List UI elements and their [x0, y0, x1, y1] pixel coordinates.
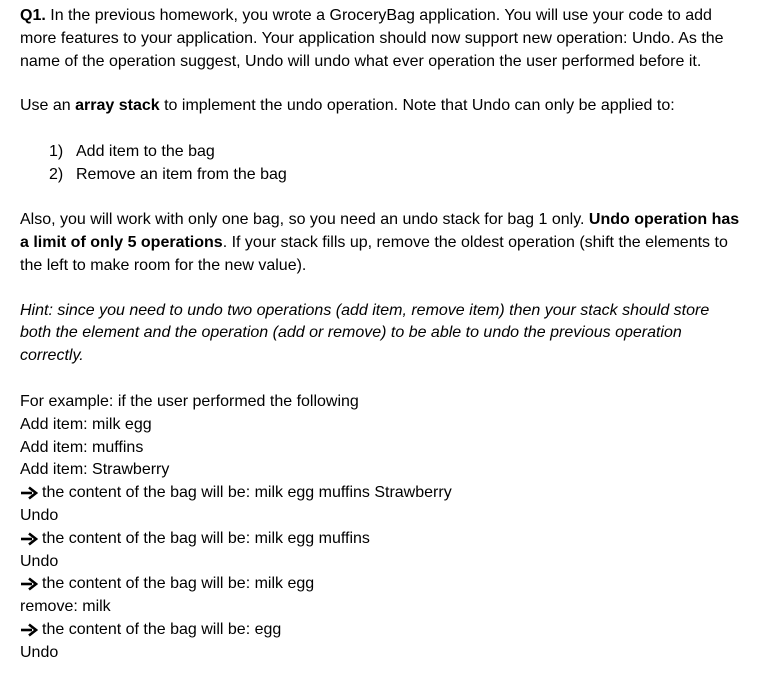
stack-text-post: to implement the undo operation. Note that Undo can only be applied to: [159, 97, 675, 115]
limit-paragraph [20, 209, 740, 277]
right-arrow-icon [20, 623, 42, 637]
hint-paragraph: Hint: since you need to undo two operations (add item, remove item) then your stack should store both the element and the operation (add or remove) to be able to undo the previous operation correctly. [20, 301, 710, 365]
limit-text-pre: Also, you will work with only one bag, so you need an undo stack for bag 1 only. [20, 211, 589, 229]
example-line: Undo [20, 506, 59, 524]
right-arrow-icon [20, 577, 42, 591]
example-line: Add item: muffins [20, 438, 144, 456]
list-text: Add item to the bag [76, 143, 215, 161]
example-result-text: the content of the bag will be: milk egg [42, 575, 315, 593]
limit-text-post: . If your stack fills up, remove the oldest operation (shift the elements to the left to make room for the new value). [20, 233, 728, 274]
question-label: Q1. [20, 7, 46, 24]
stack-text-pre: Use an [20, 97, 76, 115]
example-line: Undo [20, 552, 59, 570]
example-result-line [20, 573, 740, 596]
example-line: Add item: Strawberry [20, 461, 170, 479]
example-result-line [20, 619, 740, 642]
example-result-text: the content of the bag will be: egg [42, 620, 282, 638]
stack-paragraph [20, 95, 740, 118]
example-result-text: the content of the bag will be: milk egg muffins [42, 529, 370, 547]
example-intro: For example: if the user performed the following [20, 392, 359, 410]
question-text: In the previous homework, you wrote a GroceryBag application. You will use your code to add more features to your application. Your application should now support new operation: Undo. As the name of the operation suggest, Undo will undo what ever operation the user performed before it. [20, 7, 724, 70]
limit-text-bold: Undo operation has a limit of only 5 operations [20, 211, 740, 251]
undo-operations-list [20, 140, 740, 186]
example-result-text: the content of the bag will be: milk egg muffins Strawberry [42, 484, 452, 502]
right-arrow-icon [20, 486, 42, 500]
example-result-line [20, 528, 740, 551]
example-block [20, 391, 740, 665]
list-item [20, 163, 740, 186]
right-arrow-icon [20, 532, 42, 546]
stack-text-bold: array stack [75, 97, 160, 115]
example-line: Undo [20, 643, 59, 661]
question-paragraph [20, 5, 740, 73]
example-result-line [20, 482, 740, 505]
list-text: Remove an item from the bag [76, 166, 287, 184]
example-line: remove: milk [20, 598, 111, 616]
example-line: Add item: milk egg [20, 415, 152, 433]
list-item [20, 140, 740, 163]
list-number: 2) [49, 166, 64, 184]
document-body [20, 5, 740, 665]
list-number: 1) [49, 143, 64, 161]
